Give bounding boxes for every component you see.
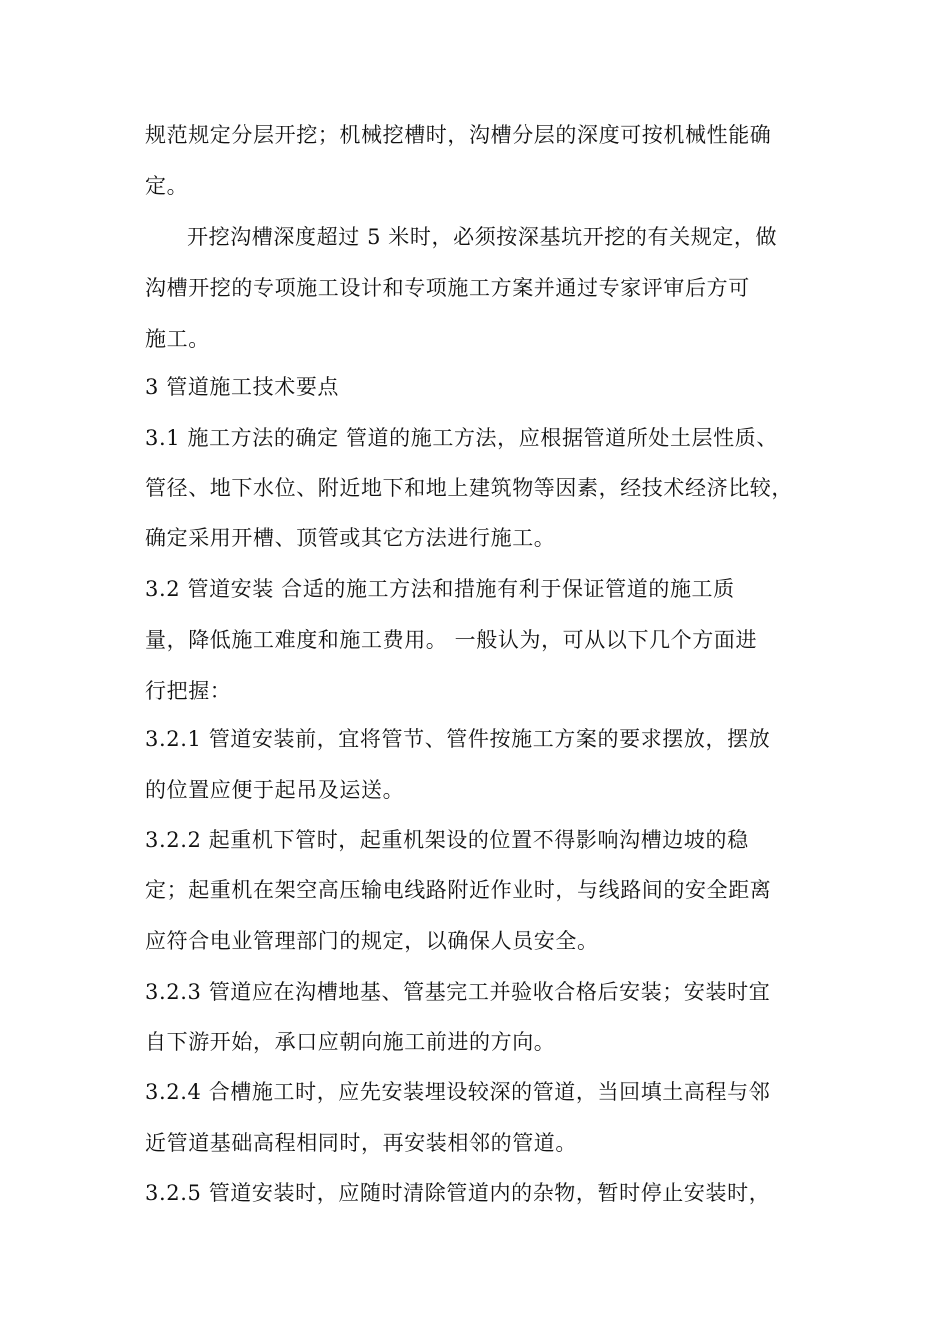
text-line: 行把握： — [145, 679, 232, 703]
item-line: 3.2.1 管道安装前，宜将管节、管件按施工方案的要求摆放，摆放 — [145, 727, 771, 751]
text-line: 定。 — [145, 174, 189, 198]
subsection-heading-line: 3.2 管道安装 合适的施工方法和措施有利于保证管道的施工质 — [145, 577, 735, 601]
item-line: 3.2.2 起重机下管时，起重机架设的位置不得影响沟槽边坡的稳 — [145, 828, 749, 852]
text-line: 量，降低施工难度和施工费用。 一般认为，可从以下几个方面进 — [145, 628, 758, 652]
text-line: 自下游开始，承口应朝向施工前进的方向。 — [145, 1030, 556, 1054]
item-line: 3.2.5 管道安装时，应随时清除管道内的杂物，暂时停止安装时， — [145, 1181, 771, 1205]
text-line: 管径、地下水位、附近地下和地上建筑物等因素，经技术经济比较， — [145, 476, 793, 500]
item-line: 3.2.3 管道应在沟槽地基、管基完工并验收合格后安装；安装时宜 — [145, 980, 771, 1004]
text-line: 确定采用开槽、顶管或其它方法进行施工。 — [145, 526, 556, 550]
paragraph-first-line: 开挖沟槽深度超过 5 米时，必须按深基坑开挖的有关规定，做 — [187, 225, 778, 249]
text-line: 定；起重机在架空高压输电线路附近作业时，与线路间的安全距离 — [145, 878, 772, 902]
subsection-heading-line: 3.1 施工方法的确定 管道的施工方法，应根据管道所处土层性质、 — [145, 426, 778, 450]
text-line: 的位置应便于起吊及运送。 — [145, 778, 405, 802]
text-line: 施工。 — [145, 327, 210, 351]
section-heading: 3 管道施工技术要点 — [145, 375, 340, 399]
text-line: 规范规定分层开挖；机械挖槽时，沟槽分层的深度可按机械性能确 — [145, 123, 772, 147]
item-line: 3.2.4 合槽施工时，应先安装埋设较深的管道，当回填土高程与邻 — [145, 1080, 771, 1104]
text-line: 沟槽开挖的专项施工设计和专项施工方案并通过专家评审后方可 — [145, 276, 750, 300]
text-line: 近管道基础高程相同时，再安装相邻的管道。 — [145, 1131, 577, 1155]
text-line: 应符合电业管理部门的规定，以确保人员安全。 — [145, 929, 599, 953]
